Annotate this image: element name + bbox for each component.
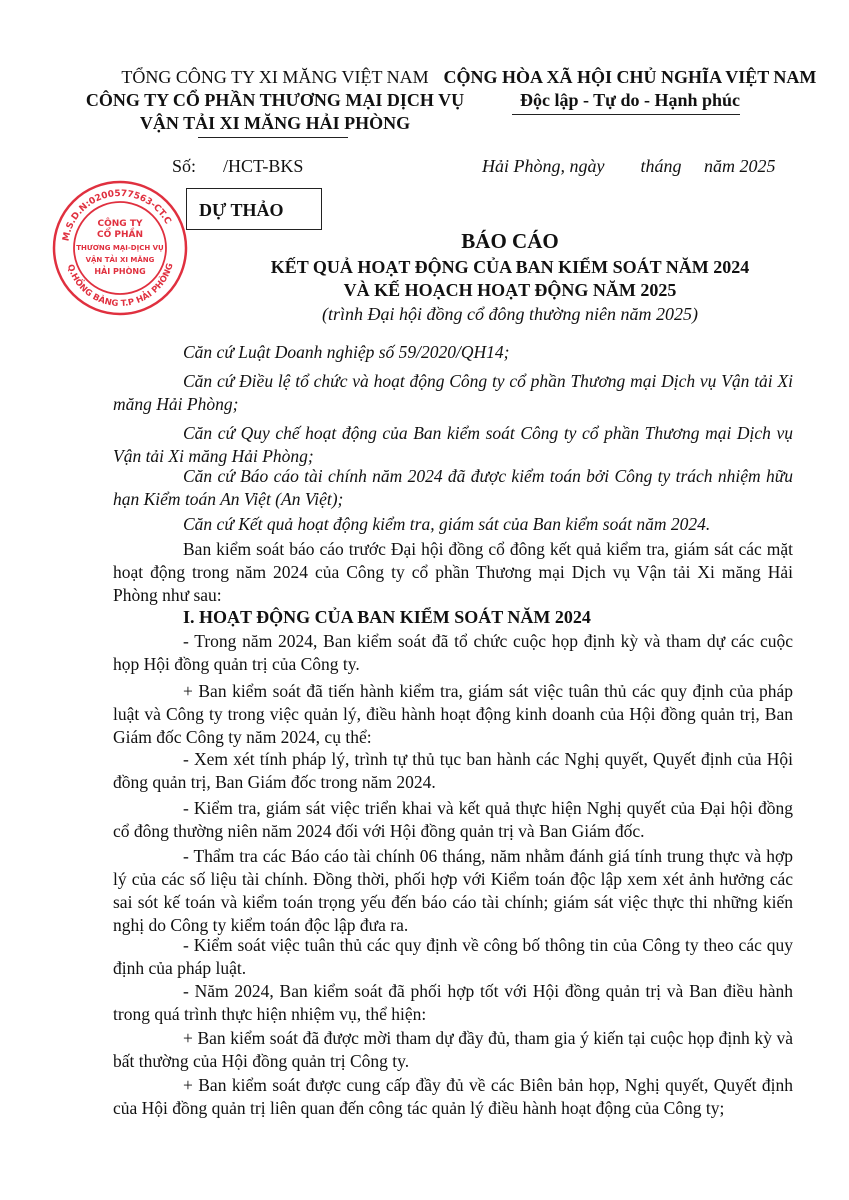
- paragraph-1: - Trong năm 2024, Ban kiểm soát đã tổ chức cuộc họp định kỳ và tham dự các cuộc họp Hội đồng quản trị của Công ty.: [113, 631, 793, 674]
- intro-paragraph: Ban kiểm soát báo cáo trước Đại hội đồng cổ đông kết quả kiểm tra, giám sát các mặt hoạt động trong năm 2024 của Công ty cổ phần Thương mại Dịch vụ Vận tải Xi măng Hải Phòng như sau:: [113, 539, 793, 605]
- report-title: BÁO CÁO: [461, 229, 559, 253]
- svg-text:VẬN TẢI XI MĂNG: VẬN TẢI XI MĂNG: [85, 256, 155, 264]
- company-name-line1: CÔNG TY CỔ PHẦN THƯƠNG MẠI DỊCH VỤ: [85, 90, 465, 110]
- national-motto: Độc lập - Tự do - Hạnh phúc: [519, 90, 741, 110]
- legal-basis-2: Căn cứ Điều lệ tổ chức và hoạt động Công ty cổ phần Thương mại Dịch vụ Vận tải Xi măng Hải Phòng;: [113, 371, 793, 414]
- motto-underline: [512, 114, 740, 115]
- draft-label: DỰ THẢO: [199, 200, 284, 220]
- paragraph-6: - Kiểm soát việc tuân thủ các quy định về công bố thông tin của Công ty theo các quy định của pháp luật.: [113, 935, 793, 978]
- document-number: Số: /HCT-BKS: [172, 156, 304, 176]
- paragraph-4: - Kiểm tra, giám sát việc triển khai và kết quả thực hiện Nghị quyết của Đại hội đồng cổ đông thường niên năm 2024 đối với Hội đồng quản trị và Ban Giám đốc.: [113, 798, 793, 841]
- svg-text:CỔ PHẦN: CỔ PHẦN: [96, 230, 144, 240]
- section-1-heading: I. HOẠT ĐỘNG CỦA BAN KIỂM SOÁT NĂM 2024: [183, 607, 591, 627]
- company-name-line2: VẬN TẢI XI MĂNG HẢI PHÒNG: [139, 113, 411, 133]
- legal-basis-5: Căn cứ Kết quả hoạt động kiểm tra, giám sát của Ban kiểm soát năm 2024.: [183, 514, 711, 534]
- document-date: Hải Phòng, ngày tháng năm 2025: [482, 156, 776, 176]
- paragraph-2: + Ban kiểm soát đã tiến hành kiểm tra, giám sát việc tuân thủ các quy định của pháp luật và Công ty trong việc quản lý, điều hành hoạt động kinh doanh của Hội đồng quản trị, Ban Giám đốc Công ty năm 2024, cụ thể:: [113, 681, 793, 747]
- report-title-line2: KẾT QUẢ HOẠT ĐỘNG CỦA BAN KIỂM SOÁT NĂM 2024: [270, 257, 750, 277]
- legal-basis-3: Căn cứ Quy chế hoạt động của Ban kiểm soát Công ty cổ phần Thương mại Dịch vụ Vận tải Xi măng Hải Phòng;: [113, 423, 793, 466]
- report-title-line3: VÀ KẾ HOẠCH HOẠT ĐỘNG NĂM 2025: [343, 280, 677, 300]
- paragraph-3: - Xem xét tính pháp lý, trình tự thủ tục ban hành các Nghị quyết, Quyết định của Hội đồng quản trị, Ban Giám đốc trong năm 2024.: [113, 749, 793, 792]
- paragraph-5: - Thẩm tra các Báo cáo tài chính 06 tháng, năm nhằm đánh giá tính trung thực và hợp lý của các số liệu tài chính. Đồng thời, phối hợp với Kiểm toán độc lập xem xét ảnh hưởng các sai sót kế toán và kiểm toán trọng yếu đến báo cáo tài chính; giám sát việc thực thi những kiến nghị do Công ty kiểm toán độc lập đưa ra.: [113, 846, 793, 935]
- legal-basis-1: Căn cứ Luật Doanh nghiệp số 59/2020/QH14;: [183, 342, 510, 362]
- national-title: CỘNG HÒA XÃ HỘI CHỦ NGHĨA VIỆT NAM: [443, 67, 817, 87]
- report-subtitle: (trình Đại hội đồng cổ đông thường niên năm 2025): [322, 304, 698, 324]
- paragraph-9: + Ban kiểm soát được cung cấp đầy đủ về các Biên bản họp, Nghị quyết, Quyết định của Hội đồng quản trị liên quan đến công tác quản lý điều hành hoạt động của Công ty;: [113, 1075, 793, 1118]
- parent-company-name: TỔNG CÔNG TY XI MĂNG VIỆT NAM: [121, 67, 429, 87]
- draft-box: [186, 188, 322, 230]
- svg-text:CÔNG TY: CÔNG TY: [97, 219, 143, 229]
- svg-text:THƯƠNG MẠI-DỊCH VỤ: THƯƠNG MẠI-DỊCH VỤ: [76, 244, 164, 252]
- company-name-underline: [198, 137, 348, 138]
- paragraph-7: - Năm 2024, Ban kiểm soát đã phối hợp tốt với Hội đồng quản trị và Ban điều hành trong quá trình thực hiện nhiệm vụ, thể hiện:: [113, 981, 793, 1024]
- svg-text:Q.HỒNG BÀNG T.P HẢI PHÒNG: Q.HỒNG BÀNG T.P HẢI PHÒNG: [64, 262, 176, 310]
- legal-basis-4: Căn cứ Báo cáo tài chính năm 2024 đã được kiểm toán bởi Công ty trách nhiệm hữu hạn Kiểm toán An Việt (An Việt);: [113, 466, 793, 509]
- svg-text:M.S.D.N:0200577563-CT.C: M.S.D.N:0200577563-CT.C: [61, 188, 173, 243]
- svg-text:HẢI PHÒNG: HẢI PHÒNG: [94, 267, 146, 276]
- paragraph-8: + Ban kiểm soát đã được mời tham dự đầy đủ, tham gia ý kiến tại cuộc họp định kỳ và bất thường của Hội đồng quản trị Công ty.: [113, 1028, 793, 1071]
